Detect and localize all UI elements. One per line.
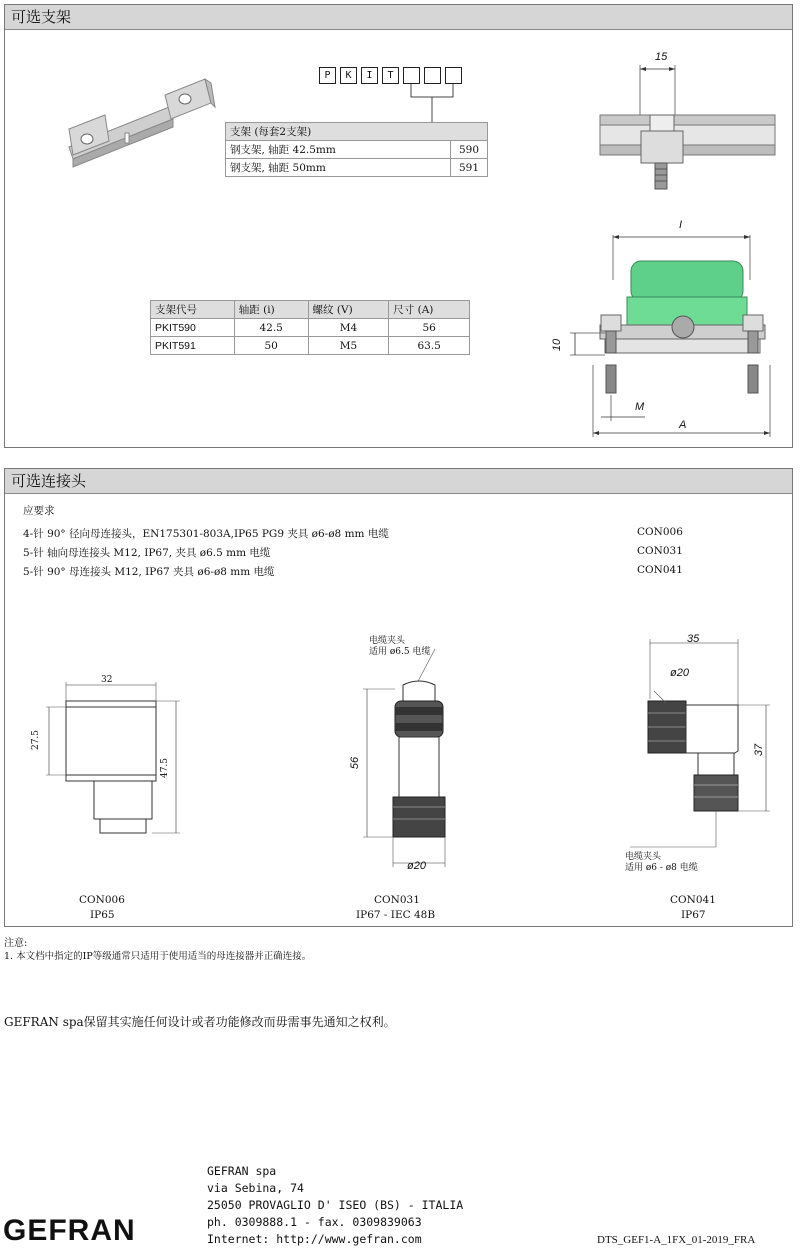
con031-rating: IP67 - IEC 48B <box>356 909 436 921</box>
cell: 42.5 <box>234 319 308 337</box>
bracket-illustration <box>65 69 225 179</box>
con041-note2: 适用 ø6 - ø8 电缆 <box>625 863 698 873</box>
table-row <box>151 319 470 337</box>
con041-note1: 电缆夹头 <box>625 852 662 862</box>
con006-dim-h1: 27.5 <box>31 729 42 751</box>
doc-code: DTS_GEF1-A_1FX_01-2019_FRA <box>597 1234 756 1246</box>
footer-address <box>207 1163 463 1248</box>
con041-dim-height: 37 <box>753 743 766 757</box>
row-code: 590 <box>451 141 488 159</box>
con031-dim-diameter: ø20 <box>407 860 426 872</box>
con031-dim-height: 56 <box>349 756 362 770</box>
order-table <box>225 122 488 177</box>
code-box: P <box>319 67 336 84</box>
address-line: 25050 PROVAGLIO D' ISEO (BS) - ITALIA <box>207 1198 464 1212</box>
dim-m: M <box>635 401 645 413</box>
bracket-side-drawing <box>595 45 780 205</box>
notes-heading: 注意: <box>4 938 28 949</box>
row-desc: 钢支架, 轴距 42.5mm <box>226 141 451 159</box>
dim-a: A <box>679 419 687 431</box>
cell: M4 <box>308 319 389 337</box>
table-row <box>151 337 470 355</box>
order-table-header: 支架 (每套2支架) <box>226 123 488 141</box>
dim-i: I <box>679 219 683 231</box>
gefran-logo: GEFRAN <box>3 1214 136 1247</box>
code-box: T <box>382 67 399 84</box>
row-code: 591 <box>451 159 488 177</box>
connector-desc: 5-针 90° 母连接头 M12, IP67 夹具 ø6-ø8 mm 电缆 <box>23 566 275 578</box>
bracket-section <box>4 4 793 448</box>
code-box <box>445 67 462 84</box>
code-box: I <box>361 67 378 84</box>
table-row <box>226 159 488 177</box>
disclaimer: GEFRAN spa保留其实施任何设计或者功能修改而毋需事先通知之权利。 <box>4 1015 396 1029</box>
note-item: 1. 本文档中指定的IP等级通常只适用于使用适当的母连接器并正确连接。 <box>4 951 312 962</box>
connector-desc: 5-针 轴向母连接头 M12, IP67, 夹具 ø6.5 mm 电缆 <box>23 547 271 559</box>
bracket-front-drawing <box>565 225 785 440</box>
cell: 50 <box>234 337 308 355</box>
address-line: ph. 0309888.1 - fax. 0309839063 <box>207 1215 422 1229</box>
order-code-leader <box>5 5 15 15</box>
con006-code: CON006 <box>79 894 125 906</box>
connector-section <box>4 468 793 927</box>
address-line: GEFRAN spa <box>207 1164 277 1178</box>
cell: PKIT591 <box>151 337 235 355</box>
con041-dim-width: 35 <box>687 633 700 645</box>
con031-note2: 适用 ø6.5 电缆 <box>369 647 431 657</box>
cell: M5 <box>308 337 389 355</box>
connector-section-title: 可选连接头 <box>5 469 792 494</box>
connector-code: CON041 <box>637 564 683 576</box>
dimension-table <box>150 300 470 355</box>
col-header: 支架代号 <box>151 301 235 319</box>
cell: 56 <box>389 319 470 337</box>
con031-note1: 电缆夹头 <box>369 636 406 646</box>
con006-rating: IP65 <box>90 909 115 921</box>
connector-desc: 4-针 90° 径向母连接头，EN175301-803A,IP65 PG9 夹具 ø6-ø8 mm 电缆 <box>23 528 389 540</box>
con031-code: CON031 <box>374 894 420 906</box>
bracket-section-title: 可选支架 <box>5 5 792 30</box>
con041-code: CON041 <box>670 894 716 906</box>
dim-h: 10 <box>551 338 564 352</box>
row-desc: 钢支架, 轴距 50mm <box>226 159 451 177</box>
connector-subtitle: 应要求 <box>23 505 55 517</box>
con031-drawing <box>355 649 465 879</box>
col-header: 尺寸 (A) <box>389 301 470 319</box>
col-header: 螺纹 (V) <box>308 301 389 319</box>
cell: 63.5 <box>389 337 470 355</box>
connector-code: CON006 <box>637 526 683 538</box>
address-line: via Sebina, 74 <box>207 1181 304 1195</box>
col-header: 轴距 (i) <box>234 301 308 319</box>
table-row <box>226 141 488 159</box>
con006-dim-h2: 47.5 <box>160 757 171 779</box>
con041-dim-diameter: ø20 <box>670 667 689 679</box>
con006-dim-width: 32 <box>101 675 113 685</box>
address-line: Internet: http://www.gefran.com <box>207 1232 422 1246</box>
connector-code: CON031 <box>637 545 683 557</box>
dim-top: 15 <box>655 51 668 63</box>
cell: PKIT590 <box>151 319 235 337</box>
code-box <box>424 67 441 84</box>
code-box: K <box>340 67 357 84</box>
code-box <box>403 67 420 84</box>
con041-rating: IP67 <box>681 909 706 921</box>
